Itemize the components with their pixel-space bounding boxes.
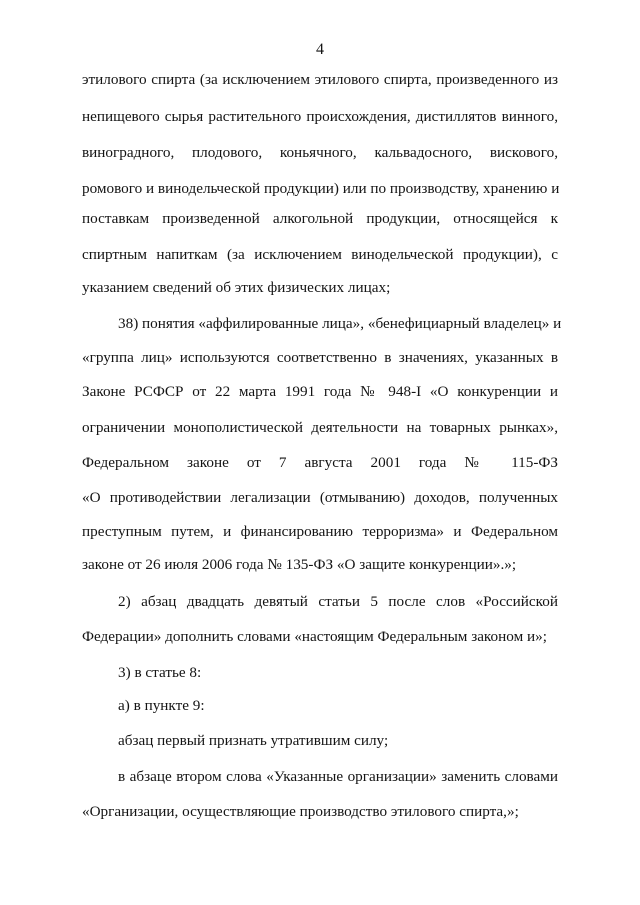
text-line: спиртным напиткам (за исключением винодельческой продукции), с bbox=[82, 246, 558, 263]
text-line: «группа лиц» используются соответственно в значениях, указанных в bbox=[82, 349, 558, 366]
text-line: Федеральном законе от 7 августа 2001 года № 115-ФЗ bbox=[82, 454, 558, 471]
text-line: законе от 26 июля 2006 года № 135-ФЗ «О защите конкуренции».»; bbox=[82, 556, 517, 573]
text-line: этилового спирта (за исключением этилового спирта, произведенного из bbox=[82, 71, 558, 88]
text-line: «Организации, осуществляющие производство этилового спирта,»; bbox=[82, 803, 519, 820]
text-line: а) в пункте 9: bbox=[118, 697, 205, 714]
text-line: непищевого сырья растительного происхождения, дистиллятов винного, bbox=[82, 108, 558, 125]
text-line: Федерации» дополнить словами «настоящим Федеральным законом и»; bbox=[82, 628, 547, 645]
text-line: в абзаце втором слова «Указанные организации» заменить словами bbox=[118, 768, 558, 785]
text-line: 3) в статье 8: bbox=[118, 664, 202, 681]
text-line: преступным путем, и финансированию терроризма» и Федеральном bbox=[82, 523, 558, 540]
text-line: ромового и винодельческой продукции) или по производству, хранению и bbox=[82, 180, 560, 197]
text-line: «О противодействии легализации (отмыванию) доходов, полученных bbox=[82, 489, 558, 506]
text-line: 38) понятия «аффилированные лица», «бенефициарный владелец» и bbox=[118, 315, 562, 332]
text-line: Законе РСФСР от 22 марта 1991 года № 948-I «О конкуренции и bbox=[82, 383, 558, 400]
text-line: абзац первый признать утратившим силу; bbox=[118, 732, 389, 749]
text-line: ограничении монополистической деятельности на товарных рынках», bbox=[82, 419, 558, 436]
text-line: 2) абзац двадцать девятый статьи 5 после слов «Российской bbox=[118, 593, 558, 610]
page-number: 4 bbox=[316, 41, 324, 58]
text-line: виноградного, плодового, коньячного, кальвадосного, вискового, bbox=[82, 144, 558, 161]
text-line: указанием сведений об этих физических лицах; bbox=[82, 279, 391, 296]
text-line: поставкам произведенной алкогольной продукции, относящейся к bbox=[82, 210, 558, 227]
